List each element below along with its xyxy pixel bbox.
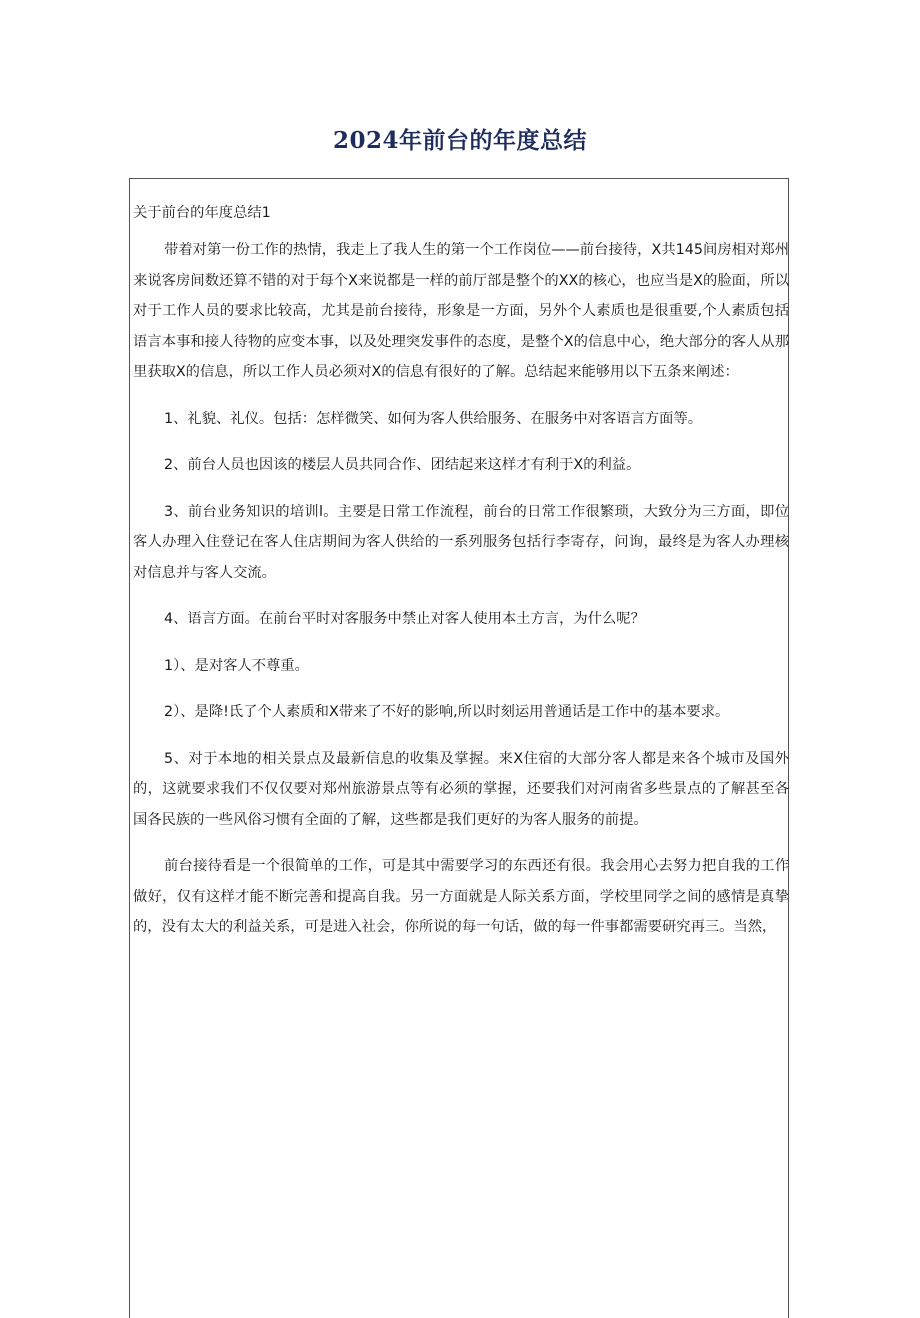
paragraph-closing: 前台接待看是一个很简单的工作，可是其中需要学习的东西还有很。我会用心去努力把自我的工作做好，仅有这样才能不断完善和提高自我。另一方面就是人际关系方面，学校里同学之间的感情是真挚的，没有太大的利益关系，可是进入社会，你所说的每一句话，做的每一件事都需要研究再三。当然， — [133, 858, 789, 935]
paragraph-item-2: 2、前台人员也因该的楼层人员共同合作、团结起来这样才有利于X的利益。 — [164, 457, 641, 473]
page-title: 2024年前台的年度总结 — [332, 127, 587, 154]
section-heading: 关于前台的年度总结1 — [133, 205, 271, 221]
paragraph-item-3: 3、前台业务知识的培训l。主要是日常工作流程，前台的日常工作很繁琐，大致分为三方面，即位客人办理入住登记在客人住店期间为客人供给的一系列服务包括行李寄存，问询，最终是为客人办理核对信息并与客人交流。 — [133, 503, 789, 581]
paragraph-item-5: 5、对于本地的相关景点及最新信息的收集及掌握。来X住宿的大部分客人都是来各个城市及国外的，这就要求我们不仅仅要对郑州旅游景点等有必须的掌握，还要我们对河南省多些景点的了解甚至各国各民族的一些风俗习惯有全面的了解，这些都是我们更好的为客人服务的前提。 — [133, 750, 789, 828]
paragraph-subitem-1: 1）、是对客人不尊重。 — [164, 657, 309, 674]
paragraph-intro: 带着对第一份工作的热情，我走上了我人生的第一个工作岗位——前台接待，X共145间房相对郑州来说客房间数还算不错的对于每个X来说都是一样的前厅部是整个的XX的核心，也应当是X的脸面，所以对于工作人员的要求比较高，尤其是前台接待，形象是一方面，另外个人素质也是很重要,个人素质包括语言本事和接人待物的应变本事，以及处理突发事件的态度，是整个X的信息中心，绝大部分的客人从那里获取X的信息，所以工作人员必须对X的信息有很好的了解。总结起来能够用以下五条来阐述： — [133, 242, 789, 380]
paragraph-item-1: 1、礼貌、礼仪。包括：怎样微笑、如何为客人供给服务、在服务中对客语言方面等。 — [164, 410, 703, 427]
paragraph-item-4: 4、语言方面。在前台平时对客服务中禁止对客人使用本土方言，为什么呢？ — [164, 611, 645, 627]
paragraph-subitem-2: 2）、是降!氐了个人素质和X带来了不好的影响,所以时刻运用普通话是工作中的基本要求。 — [164, 704, 730, 720]
document-body — [133, 199, 789, 943]
